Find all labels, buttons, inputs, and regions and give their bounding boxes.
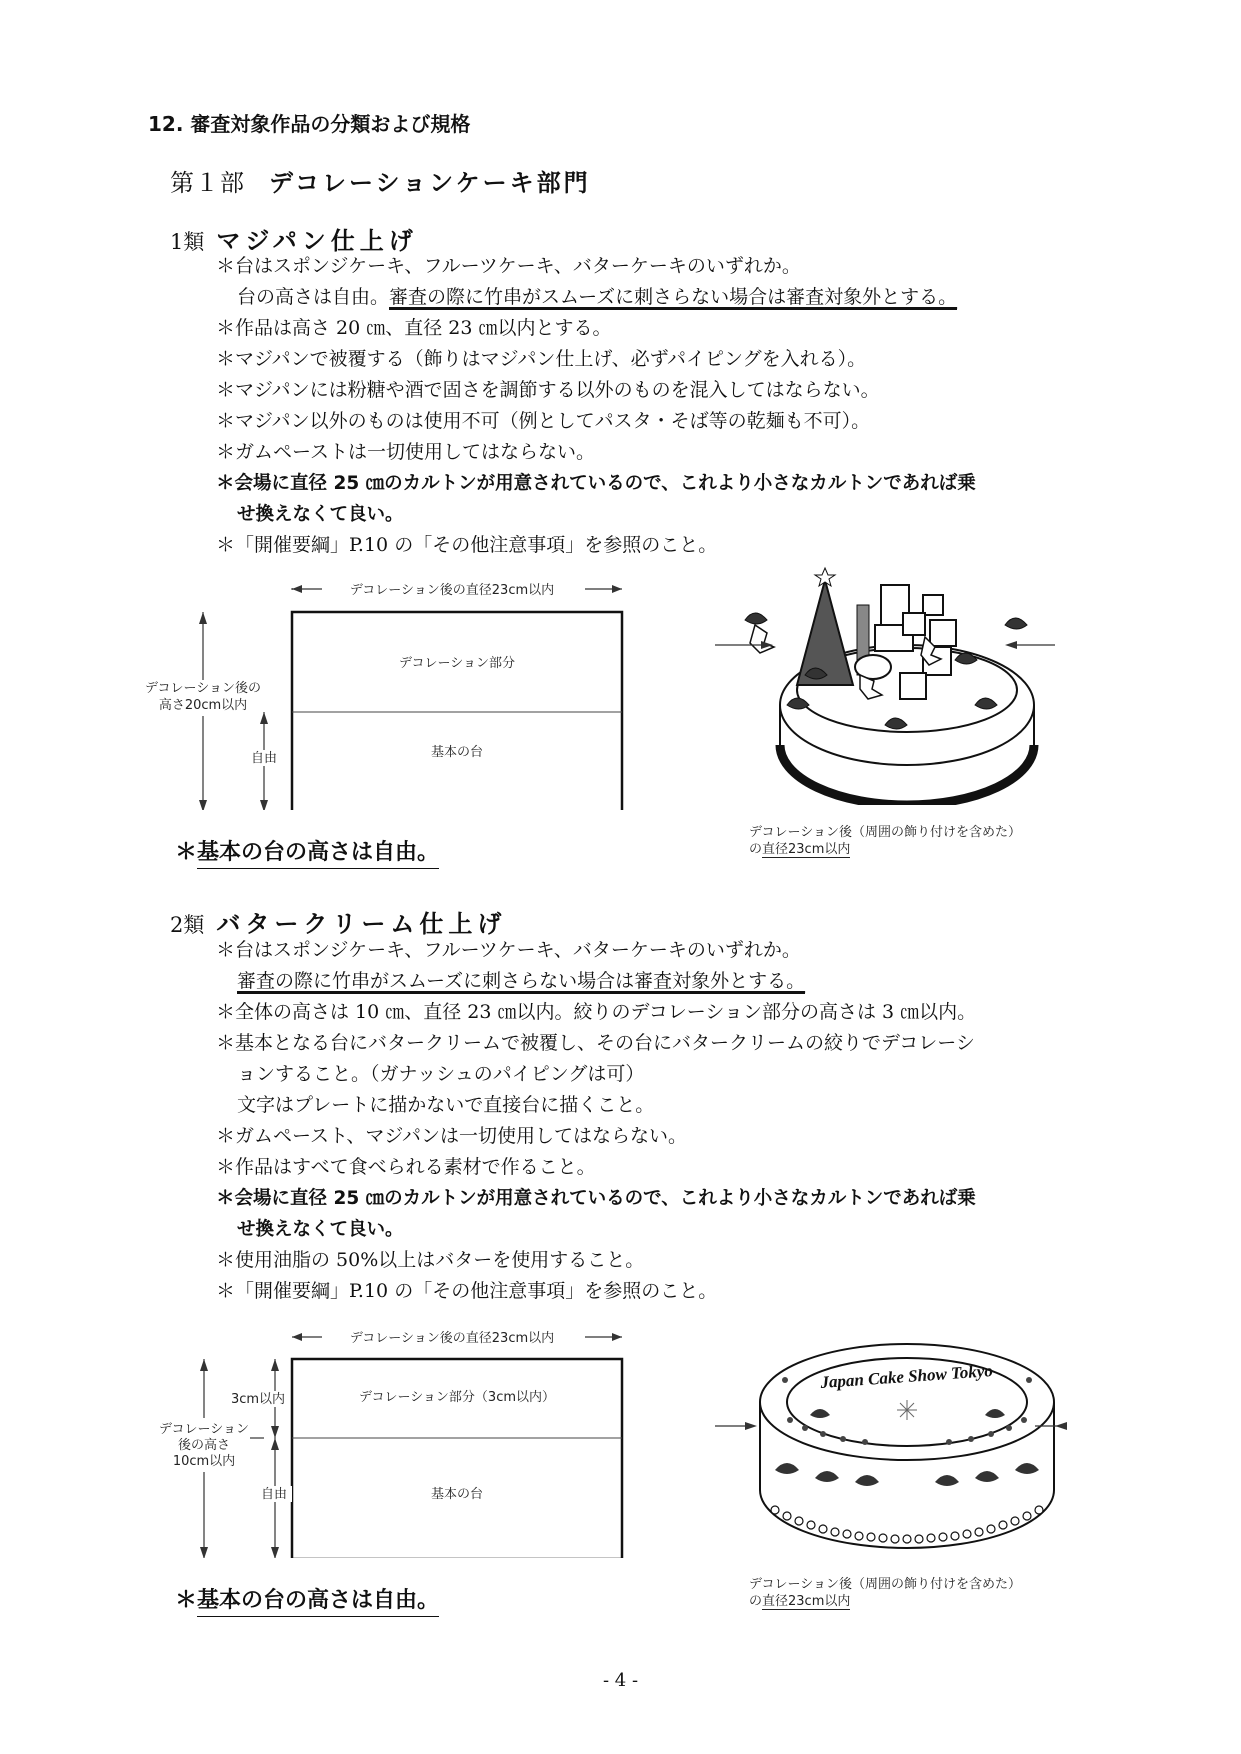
cake-inscription: Japan Cake Show Tokyo: [819, 1361, 994, 1393]
class2-rule: ＊台はスポンジケーキ、フルーツケーキ、バターケーキのいずれか。: [216, 939, 801, 961]
class2-cake-illustration: [715, 1320, 1075, 1560]
class2-note-star: ＊: [175, 1588, 198, 1613]
class1-rule: せ換えなくて良い。: [237, 504, 404, 525]
class2-rule-underlined: 審査の際に竹串がスムーズに刺さらない場合は審査対象外とする。: [237, 970, 806, 992]
class2-caption-underlined: 直径23cm以内: [762, 1594, 851, 1609]
class2-rule: ＊ガムペースト、マジパンは一切使用してはならない。: [216, 1125, 688, 1147]
class2-free-label: 自由: [260, 1487, 288, 1502]
class2-rule: ＊作品はすべて食べられる素材で作ること。: [216, 1156, 596, 1178]
class1-cake-illustration: [715, 565, 1075, 805]
class1-base-label: 基本の台: [430, 745, 484, 760]
class1-rule: ＊マジパンで被覆する（飾りはマジパン仕上げ、必ずパイピングを入れる）。: [216, 348, 867, 370]
class1-height-label-2: 高さ20cm以内: [158, 698, 248, 713]
class2-rule: ョンすること。（ガナッシュのパイピングは可）: [237, 1063, 645, 1085]
class2-height-label-3: 10cm以内: [172, 1454, 236, 1469]
class1-rule: ＊会場に直径 25 ㎝のカルトンが用意されているので、これより小さなカルトンであれば乗: [216, 473, 976, 494]
class1-rule-underlined: 審査の際に竹串がスムーズに刺さらない場合は審査対象外とする。: [389, 286, 958, 308]
class1-rule: ＊マジパンには粉糖や酒で固さを調節する以外のものを混入してはならない。: [216, 379, 880, 401]
class2-top-label: デコレーション後の直径23cm以内: [349, 1331, 555, 1346]
class2-rule: ＊使用油脂の 50%以上はバターを使用すること。: [216, 1249, 645, 1271]
class2-caption-prefix: の: [749, 1594, 763, 1609]
class1-rule: ＊作品は高さ 20 ㎝、直径 23 ㎝以内とする。: [216, 317, 612, 339]
class2-height-label-2: 後の高さ: [177, 1438, 231, 1453]
class1-deco-label: デコレーション部分: [399, 656, 515, 671]
class1-number: 1類: [170, 230, 205, 254]
class1-free-label: 自由: [250, 751, 278, 766]
class1-title: マジパン仕上げ: [216, 227, 418, 255]
part-title: デコレーションケーキ部門: [269, 169, 591, 197]
class2-rule: 文字はプレートに描かないで直接台に描くこと。: [237, 1094, 655, 1116]
class2-height-label-1: デコレーション: [159, 1422, 249, 1437]
class1-caption-line1: デコレーション後（周囲の飾り付けを含めた）: [749, 825, 1021, 840]
class1-rules: [216, 251, 1116, 561]
class2-number: 2類: [170, 913, 205, 937]
class2-rule: ＊基本となる台にバタークリームで被覆し、その台にバタークリームの絞りでデコレーシ: [216, 1032, 975, 1054]
class2-rule: せ換えなくて良い。: [237, 1219, 404, 1240]
class2-cake-caption: [749, 1576, 1021, 1610]
class2-rule: ＊全体の高さは 10 ㎝、直径 23 ㎝以内。絞りのデコレーション部分の高さは 3 ㎝以内。: [216, 1001, 977, 1023]
part-label: 第１部: [170, 169, 245, 197]
class1-note-star: ＊: [175, 840, 198, 865]
class2-rule: ＊会場に直径 25 ㎝のカルトンが用意されているので、これより小さなカルトンであれば乗: [216, 1188, 976, 1209]
class1-caption-underlined: 直径23cm以内: [762, 842, 851, 857]
class1-cake-caption: [749, 824, 1021, 858]
class2-note: [175, 1583, 439, 1614]
part-heading: [170, 163, 591, 198]
class2-heading: [170, 904, 506, 939]
class1-rule: ＊ガムペーストは一切使用してはならない。: [216, 441, 596, 463]
class2-note-text: 基本の台の高さは自由。: [197, 1588, 439, 1617]
section-heading: 12. 審査対象作品の分類および規格: [148, 112, 471, 136]
class1-caption-prefix: の: [749, 842, 763, 857]
class1-rule: ＊マジパン以外のものは使用不可（例としてパスタ・そば等の乾麺も不可）。: [216, 410, 871, 432]
class2-caption-line1: デコレーション後（周囲の飾り付けを含めた）: [749, 1577, 1021, 1592]
class1-note-text: 基本の台の高さは自由。: [197, 840, 439, 869]
class1-note: [175, 835, 439, 866]
class2-deco-label: デコレーション部分（3cm以内）: [358, 1390, 556, 1405]
class1-rule: ＊「開催要綱」P.10 の「その他注意事項」を参照のこと。: [216, 534, 718, 556]
class2-rule: ＊「開催要綱」P.10 の「その他注意事項」を参照のこと。: [216, 1280, 718, 1302]
class1-dimension-diagram: [130, 570, 650, 810]
class1-top-label: デコレーション後の直径23cm以内: [349, 583, 555, 598]
class1-rule: ＊台はスポンジケーキ、フルーツケーキ、バターケーキのいずれか。: [216, 255, 801, 277]
class1-rule: [216, 282, 1116, 313]
class2-dimension-diagram: [140, 1318, 650, 1558]
page-number: - 4 -: [602, 1670, 639, 1691]
class2-rules: [216, 935, 1116, 1307]
class2-deco-height-label: 3cm以内: [230, 1392, 286, 1407]
class2-rule: [216, 966, 1116, 997]
class1-rule-text: 台の高さは自由。: [237, 286, 390, 308]
class2-base-label: 基本の台: [430, 1487, 484, 1502]
class2-title: バタークリーム仕上げ: [216, 910, 507, 938]
class1-height-label-1: デコレーション後の: [145, 681, 261, 696]
